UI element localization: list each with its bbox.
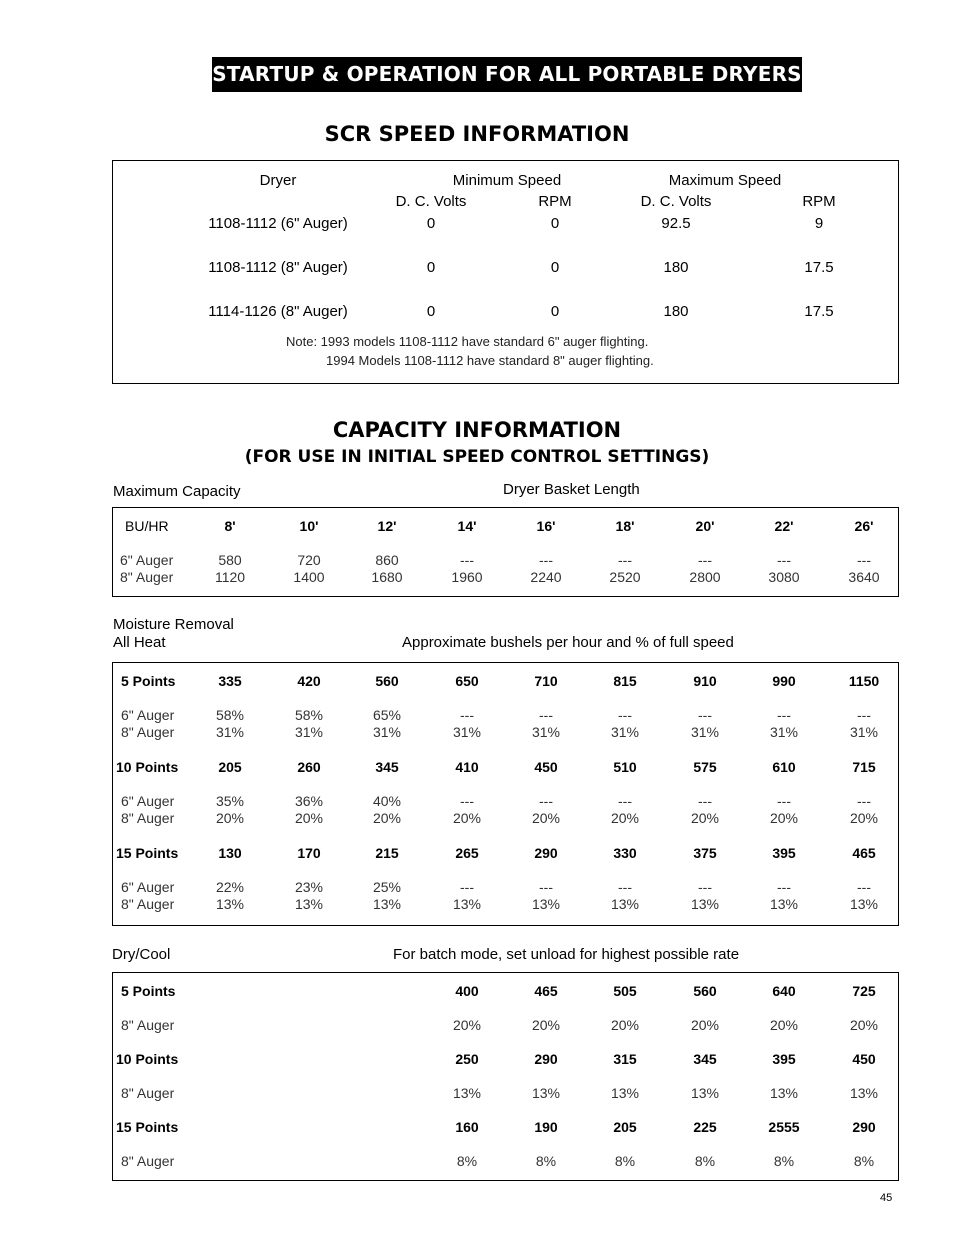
- moisture-bph-cell: 290: [534, 845, 558, 861]
- scr-col-max: Maximum Speed: [668, 172, 782, 189]
- moisture-bph-cell: 260: [297, 759, 321, 775]
- scr-col-min: Minimum Speed: [452, 172, 562, 189]
- moisture-bph-cell: 335: [218, 673, 242, 689]
- drycool-auger8-cell: 20%: [849, 1017, 879, 1033]
- capacity-subtitle: (FOR USE IN INITIAL SPEED CONTROL SETTINGS): [244, 447, 710, 467]
- moisture-auger6-cell: ---: [857, 793, 871, 809]
- moisture-auger8-cell: 31%: [452, 724, 482, 740]
- scr-row-max-volts: 180: [663, 259, 689, 276]
- auger6-capacity-cell: ---: [857, 552, 871, 568]
- moisture-bph-cell: 330: [613, 845, 637, 861]
- drycool-bph-cell: 505: [613, 983, 637, 999]
- drycool-bph-cell: 400: [455, 983, 479, 999]
- moisture-auger6-cell: 58%: [294, 707, 324, 723]
- drycool-group-label: 10 Points: [116, 1051, 179, 1067]
- moisture-auger8-cell: 31%: [372, 724, 402, 740]
- auger8-label: 8" Auger: [120, 569, 174, 585]
- moisture-auger8-cell: 20%: [452, 810, 482, 826]
- drycool-bph-cell: 225: [693, 1119, 717, 1135]
- drycool-auger8-cell: 13%: [452, 1085, 482, 1101]
- moisture-auger8-cell: 13%: [690, 896, 720, 912]
- moisture-auger6-cell: ---: [698, 707, 712, 723]
- drycool-bph-cell: 205: [613, 1119, 637, 1135]
- moisture-auger6-cell: ---: [460, 879, 474, 895]
- drycool-auger8-cell: 8%: [853, 1153, 875, 1169]
- moisture-auger8-cell: 31%: [769, 724, 799, 740]
- auger6-label: 6" Auger: [120, 552, 174, 568]
- batch-label: For batch mode, set unload for highest possible rate: [393, 946, 740, 963]
- drycool-auger8-cell: 20%: [690, 1017, 720, 1033]
- drycool-bph-cell: 160: [455, 1119, 479, 1135]
- moisture-bph-cell: 815: [613, 673, 637, 689]
- drycool-bph-cell: 290: [534, 1051, 558, 1067]
- scr-row-min-rpm: 0: [550, 303, 560, 320]
- moisture-auger6-cell: ---: [698, 879, 712, 895]
- auger8-label: 8" Auger: [121, 1017, 175, 1033]
- basket-length-header: 12': [377, 518, 397, 534]
- drycool-label: Dry/Cool: [112, 946, 171, 963]
- drycool-table: [112, 972, 899, 1181]
- approx-label: Approximate bushels per hour and % of full speed: [402, 634, 734, 651]
- auger6-capacity-cell: ---: [618, 552, 632, 568]
- moisture-auger6-cell: ---: [857, 879, 871, 895]
- drycool-bph-cell: 315: [613, 1051, 637, 1067]
- moisture-auger8-cell: 13%: [610, 896, 640, 912]
- moisture-bph-cell: 265: [455, 845, 479, 861]
- moisture-bph-cell: 395: [772, 845, 796, 861]
- moisture-auger8-cell: 20%: [372, 810, 402, 826]
- moisture-auger8-cell: 31%: [294, 724, 324, 740]
- moisture-bph-cell: 575: [693, 759, 717, 775]
- moisture-bph-cell: 610: [772, 759, 796, 775]
- page-banner: STARTUP & OPERATION FOR ALL PORTABLE DRYERS: [212, 57, 802, 92]
- drycool-bph-cell: 395: [772, 1051, 796, 1067]
- moisture-bph-cell: 560: [375, 673, 399, 689]
- moisture-auger8-cell: 13%: [372, 896, 402, 912]
- scr-row-min-rpm: 0: [550, 215, 560, 232]
- moisture-bph-cell: 375: [693, 845, 717, 861]
- moisture-auger8-cell: 13%: [294, 896, 324, 912]
- scr-table: [112, 160, 899, 384]
- auger8-label: 8" Auger: [121, 896, 175, 912]
- auger8-label: 8" Auger: [121, 724, 175, 740]
- moisture-bph-cell: 420: [297, 673, 321, 689]
- moisture-auger6-cell: 36%: [294, 793, 324, 809]
- moisture-auger8-cell: 13%: [531, 896, 561, 912]
- drycool-auger8-cell: 8%: [694, 1153, 716, 1169]
- moisture-auger6-cell: 58%: [215, 707, 245, 723]
- moisture-auger6-cell: ---: [618, 879, 632, 895]
- moisture-auger6-cell: 23%: [294, 879, 324, 895]
- moisture-auger8-cell: 20%: [531, 810, 561, 826]
- moisture-auger8-cell: 31%: [849, 724, 879, 740]
- scr-row-min-volts: 0: [426, 259, 436, 276]
- scr-row-max-volts: 180: [663, 303, 689, 320]
- drycool-auger8-cell: 8%: [614, 1153, 636, 1169]
- moisture-auger8-cell: 31%: [610, 724, 640, 740]
- scr-row-max-rpm: 17.5: [804, 259, 834, 276]
- moisture-label-2: All Heat: [113, 634, 166, 651]
- scr-col-dryer: Dryer: [259, 172, 297, 189]
- moisture-auger8-cell: 20%: [610, 810, 640, 826]
- moisture-bph-cell: 410: [455, 759, 479, 775]
- drycool-auger8-cell: 8%: [773, 1153, 795, 1169]
- moisture-bph-cell: 1150: [848, 673, 880, 689]
- auger8-capacity-cell: 3640: [848, 569, 880, 585]
- moisture-auger6-cell: 22%: [215, 879, 245, 895]
- auger8-capacity-cell: 1400: [293, 569, 325, 585]
- moisture-auger8-cell: 20%: [215, 810, 245, 826]
- drycool-auger8-cell: 13%: [769, 1085, 799, 1101]
- moisture-bph-cell: 715: [852, 759, 876, 775]
- auger8-capacity-cell: 2520: [609, 569, 641, 585]
- scr-note-2: 1994 Models 1108-1112 have standard 8" auger flighting.: [326, 353, 654, 368]
- scr-sub-min-volts: D. C. Volts: [395, 193, 467, 210]
- drycool-bph-cell: 290: [852, 1119, 876, 1135]
- moisture-group-label: 10 Points: [116, 759, 179, 775]
- scr-row-min-rpm: 0: [550, 259, 560, 276]
- drycool-bph-cell: 345: [693, 1051, 717, 1067]
- moisture-bph-cell: 170: [297, 845, 321, 861]
- scr-row-min-volts: 0: [426, 215, 436, 232]
- moisture-auger8-cell: 31%: [531, 724, 561, 740]
- auger8-capacity-cell: 3080: [768, 569, 800, 585]
- capacity-title: CAPACITY INFORMATION: [332, 418, 622, 442]
- moisture-auger6-cell: ---: [460, 793, 474, 809]
- drycool-bph-cell: 190: [534, 1119, 558, 1135]
- max-capacity-table: [112, 507, 899, 597]
- auger6-capacity-cell: 580: [218, 552, 242, 568]
- moisture-auger6-cell: ---: [539, 707, 553, 723]
- moisture-group-label: 15 Points: [116, 845, 179, 861]
- basket-length-header: 26': [854, 518, 874, 534]
- drycool-auger8-cell: 13%: [690, 1085, 720, 1101]
- moisture-auger8-cell: 13%: [849, 896, 879, 912]
- moisture-auger6-cell: ---: [539, 793, 553, 809]
- moisture-label-1: Moisture Removal: [113, 616, 234, 633]
- max-capacity-label: Maximum Capacity: [113, 483, 241, 500]
- drycool-auger8-cell: 20%: [610, 1017, 640, 1033]
- moisture-auger6-cell: 25%: [372, 879, 402, 895]
- drycool-bph-cell: 2555: [768, 1119, 800, 1135]
- moisture-auger8-cell: 31%: [215, 724, 245, 740]
- drycool-auger8-cell: 8%: [535, 1153, 557, 1169]
- drycool-bph-cell: 640: [772, 983, 796, 999]
- moisture-bph-cell: 990: [772, 673, 796, 689]
- moisture-auger6-cell: ---: [777, 793, 791, 809]
- scr-note-1: Note: 1993 models 1108-1112 have standard 6" auger flighting.: [286, 334, 649, 349]
- moisture-auger6-cell: 35%: [215, 793, 245, 809]
- moisture-bph-cell: 130: [218, 845, 242, 861]
- auger6-label: 6" Auger: [121, 793, 175, 809]
- scr-sub-min-rpm: RPM: [538, 193, 572, 210]
- drycool-auger8-cell: 20%: [452, 1017, 482, 1033]
- moisture-bph-cell: 215: [375, 845, 399, 861]
- auger6-capacity-cell: ---: [777, 552, 791, 568]
- auger8-label: 8" Auger: [121, 1153, 175, 1169]
- drycool-bph-cell: 725: [852, 983, 876, 999]
- moisture-group-label: 5 Points: [121, 673, 176, 689]
- basket-length-header: 14': [457, 518, 477, 534]
- auger8-label: 8" Auger: [121, 1085, 175, 1101]
- basket-length-header: 20': [695, 518, 715, 534]
- moisture-bph-cell: 345: [375, 759, 399, 775]
- basket-length-header: 10': [299, 518, 319, 534]
- auger6-label: 6" Auger: [121, 879, 175, 895]
- scr-row-dryer: 1108-1112 (8" Auger): [208, 259, 348, 276]
- moisture-auger8-cell: 13%: [452, 896, 482, 912]
- moisture-auger6-cell: ---: [777, 879, 791, 895]
- drycool-group-label: 15 Points: [116, 1119, 179, 1135]
- moisture-auger8-cell: 20%: [769, 810, 799, 826]
- moisture-auger8-cell: 31%: [690, 724, 720, 740]
- moisture-table: [112, 662, 899, 926]
- moisture-bph-cell: 205: [218, 759, 242, 775]
- moisture-auger6-cell: ---: [460, 707, 474, 723]
- scr-row-max-rpm: 9: [814, 215, 824, 232]
- moisture-bph-cell: 910: [693, 673, 717, 689]
- drycool-group-label: 5 Points: [121, 983, 176, 999]
- moisture-auger6-cell: ---: [857, 707, 871, 723]
- moisture-auger6-cell: ---: [618, 707, 632, 723]
- scr-row-dryer: 1114-1126 (8" Auger): [208, 303, 348, 320]
- drycool-auger8-cell: 8%: [456, 1153, 478, 1169]
- basket-length-label: Dryer Basket Length: [503, 481, 640, 498]
- auger6-capacity-cell: ---: [460, 552, 474, 568]
- moisture-bph-cell: 510: [613, 759, 637, 775]
- drycool-bph-cell: 465: [534, 983, 558, 999]
- scr-row-min-volts: 0: [426, 303, 436, 320]
- drycool-auger8-cell: 13%: [610, 1085, 640, 1101]
- drycool-bph-cell: 450: [852, 1051, 876, 1067]
- moisture-bph-cell: 465: [852, 845, 876, 861]
- basket-length-header: 18': [615, 518, 635, 534]
- drycool-bph-cell: 250: [455, 1051, 479, 1067]
- auger6-capacity-cell: 720: [297, 552, 321, 568]
- auger8-capacity-cell: 1680: [371, 569, 403, 585]
- auger8-capacity-cell: 1120: [214, 569, 246, 585]
- basket-length-header: 8': [224, 518, 236, 534]
- moisture-auger8-cell: 20%: [849, 810, 879, 826]
- scr-sub-max-rpm: RPM: [802, 193, 836, 210]
- auger8-capacity-cell: 2240: [530, 569, 562, 585]
- moisture-auger8-cell: 20%: [294, 810, 324, 826]
- moisture-auger6-cell: ---: [777, 707, 791, 723]
- auger6-label: 6" Auger: [121, 707, 175, 723]
- moisture-bph-cell: 450: [534, 759, 558, 775]
- moisture-bph-cell: 710: [534, 673, 558, 689]
- moisture-auger6-cell: ---: [698, 793, 712, 809]
- auger6-capacity-cell: ---: [698, 552, 712, 568]
- scr-row-dryer: 1108-1112 (6" Auger): [208, 215, 348, 232]
- moisture-auger6-cell: ---: [539, 879, 553, 895]
- moisture-auger8-cell: 13%: [769, 896, 799, 912]
- moisture-auger6-cell: ---: [618, 793, 632, 809]
- basket-length-header: 22': [774, 518, 794, 534]
- page-number: 45: [880, 1192, 893, 1204]
- moisture-auger8-cell: 13%: [215, 896, 245, 912]
- scr-row-max-rpm: 17.5: [804, 303, 834, 320]
- bu-hr-header: BU/HR: [125, 518, 169, 534]
- scr-row-max-volts: 92.5: [661, 215, 691, 232]
- auger8-label: 8" Auger: [121, 810, 175, 826]
- basket-length-header: 16': [536, 518, 556, 534]
- drycool-auger8-cell: 20%: [769, 1017, 799, 1033]
- moisture-bph-cell: 650: [455, 673, 479, 689]
- drycool-bph-cell: 560: [693, 983, 717, 999]
- drycool-auger8-cell: 20%: [531, 1017, 561, 1033]
- auger8-capacity-cell: 2800: [689, 569, 721, 585]
- scr-title: SCR SPEED INFORMATION: [324, 122, 630, 146]
- auger6-capacity-cell: 860: [375, 552, 399, 568]
- drycool-auger8-cell: 13%: [531, 1085, 561, 1101]
- drycool-auger8-cell: 13%: [849, 1085, 879, 1101]
- auger6-capacity-cell: ---: [539, 552, 553, 568]
- scr-sub-max-volts: D. C. Volts: [640, 193, 712, 210]
- moisture-auger8-cell: 20%: [690, 810, 720, 826]
- moisture-auger6-cell: 65%: [372, 707, 402, 723]
- moisture-auger6-cell: 40%: [372, 793, 402, 809]
- auger8-capacity-cell: 1960: [451, 569, 483, 585]
